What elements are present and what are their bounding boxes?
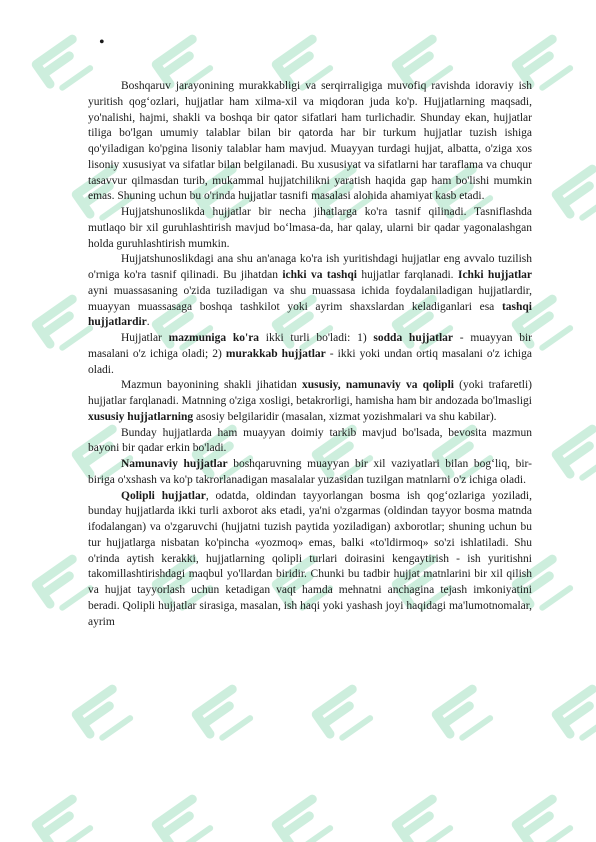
text-run: , odatda, oldindan tayyorlangan bosma ish qog‘ozlariga yoziladi, bunday hujjatlarda ikki turli axborot aks etadi, ya'ni o'zgarmas (oldindan tayyor bosma matnda ifodalangan) va o'zgaruvchi (hujjatni tuzish paytida yoziladigan) axborotlar; shuning uchun bu tur hujjatlarga nisbatan ko'pincha «yozmoq» emas, balki «to'ldirmoq» so'zi ishlatiladi. Shu o'rinda aytish kerakki, hujjatlarning qolipli turlari doirasini kengaytirish - ish yuritishni takomillashtirishdagi maqbul yo'llardan biridir. Chunki bu tadbir hujjat matnlarini bir xil qilish va hujjat tayyorlash uchun ketadigan vaqt hamda mehnatni anchagina tejash imkoniyatini beradi. Qolipli hujjatlar sirasiga, masalan, ish haqi yoki yashash joyi haqidagi ma'lumotnomalar, ayrim (88, 489, 532, 628)
watermark-mark (156, 799, 212, 842)
bold-term: sodda hujjatlar (373, 332, 454, 344)
watermark-mark (36, 559, 92, 612)
text-run: hujjatlar farqlanadi. (356, 269, 458, 281)
paragraph (88, 79, 532, 205)
text-run: boshqaruvning muayyan bir xil vaziyatlari bilan bog‘liq, bir- biriga o'xshash va ko'p takrorlanadigan masalalar yuzasidan tuzilgan matnlarni o'z ichiga oladi. (88, 458, 532, 486)
text-run: Hujjatshunoslikdagi ana shu an'anaga ko'ra ish yuritishdagi hujjatlar eng avvalo tuzilish o'rniga ko'ra tasnif qilinadi. Bu jihatdan (88, 253, 532, 281)
text-run: (yoki trafaretli) hujjatlar farqlanadi. Matnning o'ziga xosligi, betakrorligi, hamisha ham bir andozada bo'lmasligi (88, 379, 532, 407)
bold-term: ichki va tashqi (282, 269, 357, 281)
paragraph (88, 252, 532, 331)
watermark-mark (76, 689, 132, 742)
text-run: Boshqaruv jarayonining murakkabligi va serqirraligiga muvofiq ravishda idoraviy ish yuritish qog‘ozlari, hujjatlar ham xilma-xil va miqdoran juda ko'p. Hujjatlarning maqsadi, yo'nalishi, hajmi, shakli va boshqa bir qator sifatlari ham turlichadir. Shunday ekan, hujjatlar tiliga bo'lgan umumiy talablar bilan bir qatorda har bir turkum hujjatlar tuzish ishiga qo'yiladigan ko'pgina lisoniy talablar ham mavjud. Muayyan turdagi hujjat, albatta, o'ziga xos lisoniy xususiyat va sifatlar bilan belgilanadi. Bu xususiyat va sifatlarni har taraflama va chuqur tasavvur qilmasdan turib, mukammal hujjatchilikni yaratish haqida gap ham bo'lishi mumkin emas. Shuning uchun bu o'rinda hujjatlar tasnifi masalasi alohida ahamiyat kasb etadi. (88, 80, 532, 203)
watermark-mark (396, 799, 452, 842)
text-run: ikki turli bo'ladi: 1) (259, 332, 374, 344)
bold-term: tashqi hujjatlardir (88, 300, 532, 329)
bold-term: xususiy hujjatlarning (88, 410, 194, 423)
text-run: Bunday hujjatlarda ham muayyan doimiy tarkib mavjud bo'lsada, bevosita mazmun bayoni bir qadar erkin bo'ladi. (88, 426, 532, 455)
watermark-mark (516, 799, 572, 842)
text-run: Mazmun bayonining shakli jihatidan (121, 379, 302, 392)
bold-term: Qolipli hujjatlar (121, 489, 206, 502)
bold-term: xususiy, namunaviy va qolipli (302, 379, 454, 392)
watermark-mark (36, 39, 92, 92)
paragraph (88, 205, 532, 252)
watermark-mark (556, 689, 596, 742)
paragraph (88, 378, 532, 425)
text-run: Hujjatshunoslikda hujjatlar bir necha jihatlarga ko'ra tasnif qilinadi. Tasniflashda mutlaqo bir xil guruhlashtirish mavjud bo‘lmasa-da, har qalay, ularni bir qadar yagonalashgan holda guruhlashtirish mumkin. (88, 206, 532, 250)
text-run: - ikki yoki undan ortiq masalani o'z ichiga oladi. (88, 347, 532, 376)
watermark-mark (276, 799, 332, 842)
bold-term: murakkab hujjatlar (225, 347, 326, 360)
text-run: ayni muassasaning o'zida tuziladigan va shu muassasa ichida foydalaniladigan hujjatlardir, muayyan muassasaga boshqa tashkilot yoki ayrim shaxslardan keladiganlari esa (88, 284, 532, 313)
watermark-mark (196, 689, 252, 742)
text-run: asosiy belgilaridir (masalan, xizmat yozishmalari va shu kabilar). (193, 410, 497, 423)
watermark-mark (556, 169, 596, 222)
paragraph (88, 426, 532, 458)
watermark-mark (316, 689, 372, 742)
paragraph (88, 489, 532, 631)
text-run: Hujjatlar (121, 332, 169, 344)
document-body (88, 79, 532, 630)
paragraph (88, 457, 532, 489)
watermark-mark (36, 799, 92, 842)
watermark-mark (436, 689, 492, 742)
list-bullet: • (99, 34, 105, 51)
watermark-mark (556, 429, 596, 482)
bold-term: mazmuniga ko'ra (168, 332, 260, 344)
text-run: - muayyan bir masalani o'z ichiga oladi; 2) (88, 332, 532, 360)
watermark-mark (36, 299, 92, 352)
paragraph (88, 331, 532, 378)
text-run: . (146, 316, 150, 329)
bold-term: Namunaviy hujjatlar (121, 458, 228, 470)
bold-term: Ichki hujjatlar (457, 269, 533, 281)
